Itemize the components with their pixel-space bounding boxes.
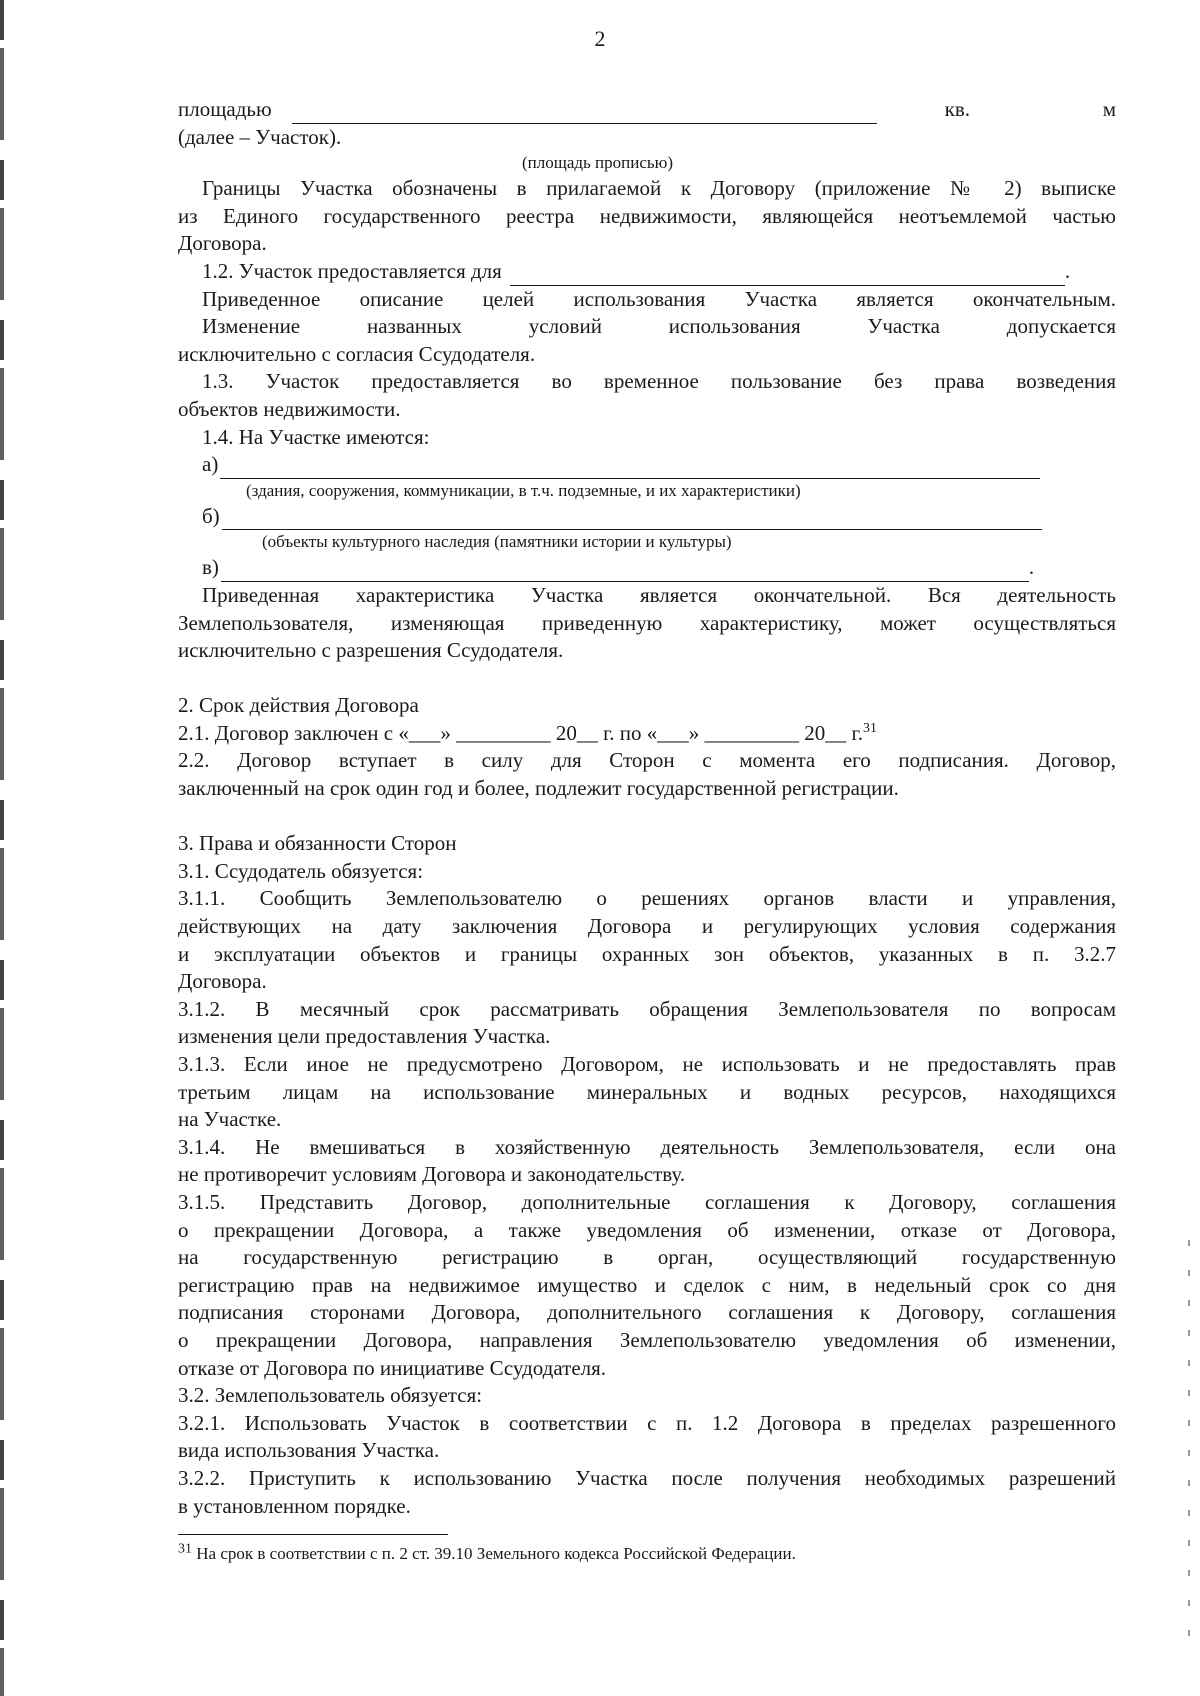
item-b-label: б) (202, 503, 220, 528)
p311-line-1: 3.1.1. Сообщить Землепользователю о решениях органов власти и управления, (178, 886, 1116, 911)
p313-line-3: на Участке. (178, 1107, 282, 1132)
item-c-blank (221, 563, 1029, 582)
p12-change-line-1: Изменение названных условий использования Участка допускается (202, 314, 1116, 339)
p313-line-2: третьим лицам на использование минеральных и водных ресурсов, находящихся (178, 1079, 1116, 1104)
p22-line-1: 2.2. Договор вступает в силу для Сторон с момента его подписания. Договор, (178, 748, 1116, 773)
p315-line-4: регистрацию прав на недвижимое имущество и сделок с ним, в недельный срок со дня (178, 1272, 1116, 1297)
item-a-hint: (здания, сооружения, коммуникации, в т.ч. подземные, и их характеристики) (246, 480, 801, 500)
p12-label: 1.2. Участок предоставляется для (202, 258, 502, 283)
footnote-mark: 31 (178, 1541, 192, 1557)
char-line-1: Приведенная характеристика Участка является окончательной. Вся деятельность (202, 582, 1116, 607)
p312-line-2: изменения цели предоставления Участка. (178, 1024, 551, 1049)
p315-line-1: 3.1.5. Представить Договор, дополнительные соглашения к Договору, соглашения (178, 1189, 1116, 1214)
footnote-divider (178, 1534, 448, 1535)
unit-kv: кв. (944, 97, 971, 121)
boundaries-line-1: Границы Участка обозначены в прилагаемой к Договору (приложение № 2) выписке (202, 176, 1116, 201)
section-2-heading: 2. Срок действия Договора (178, 693, 419, 718)
footnote (178, 1543, 1116, 1565)
p313-line-1: 3.1.3. Если иное не предусмотрено Договором, не использовать и не предоставлять прав (178, 1052, 1116, 1076)
item-c-label: в) (202, 555, 219, 580)
footnote-text: На срок в соответствии с п. 2 ст. 39.10 Земельного кодекса Российской Федерации. (196, 1544, 796, 1564)
p322-line-1: 3.2.2. Приступить к использованию Участка после получения необходимых разрешений (178, 1465, 1116, 1490)
p12-blank (510, 267, 1065, 286)
p21-text: 2.1. Договор заключен с «___» _________ 20__ г. по «___» _________ 20__ г. (178, 720, 864, 745)
p13-line-1: 1.3. Участок предоставляется во временное пользование без права возведения (202, 369, 1116, 394)
p312-line-1: 3.1.2. В месячный срок рассматривать обращения Землепользователя по вопросам (178, 996, 1116, 1021)
item-b-line (178, 503, 1116, 531)
scan-edge-artifact (0, 0, 4, 1696)
p314-line-1: 3.1.4. Не вмешиваться в хозяйственную деятельность Землепользователя, если она (178, 1134, 1116, 1159)
item-a-line (178, 451, 1116, 479)
boundaries-line-3: Договора. (178, 231, 267, 256)
item-b-hint: (объекты культурного наследия (памятники истории и культуры) (262, 532, 732, 552)
further-text: (далее – Участок). (178, 124, 342, 149)
p315-line-3: на государственную регистрацию в орган, осуществляющий государственную (178, 1245, 1116, 1270)
item-a-blank (220, 460, 1040, 479)
p13-line-2: объектов недвижимости. (178, 396, 401, 421)
unit-m: м (1102, 97, 1116, 121)
scan-edge-artifact-right (1188, 1240, 1190, 1660)
p14-heading: 1.4. На Участке имеются: (202, 424, 430, 449)
area-blank (292, 105, 877, 124)
section-3-heading: 3. Права и обязанности Сторон (178, 831, 457, 856)
item-a-label: а) (202, 452, 219, 477)
item-b-blank (222, 511, 1042, 530)
page-number: 2 (594, 26, 606, 51)
p321-line-2: вида использования Участка. (178, 1438, 440, 1463)
char-line-3: исключительно с разрешения Ссудодателя. (178, 638, 564, 663)
p314-line-2: не противоречит условиям Договора и законодательству. (178, 1162, 686, 1187)
p311-line-4: Договора. (178, 969, 267, 994)
area-hint: (площадь прописью) (522, 153, 673, 173)
p31-heading: 3.1. Ссудодатель обязуется: (178, 858, 424, 883)
p315-line-6: о прекращении Договора, направления Землепользователю уведомления об изменении, (178, 1327, 1116, 1352)
p315-line-7: отказе от Договора по инициативе Ссудодателя. (178, 1355, 607, 1380)
p321-line-1: 3.2.1. Использовать Участок в соответствии с п. 1.2 Договора в пределах разрешенного (178, 1410, 1116, 1435)
p22-line-2: заключенный на срок один год и более, подлежит государственной регистрации. (178, 776, 899, 801)
p12-change-line-2: исключительно с согласия Ссудодателя. (178, 341, 536, 366)
p311-line-3: и эксплуатации объектов и границы охранных зон объектов, указанных в п. 3.2.7 (178, 941, 1116, 966)
footnote-ref: 31 (863, 720, 878, 736)
item-c-line: в) . (178, 554, 1116, 582)
char-line-2: Землепользователя, изменяющая приведенную характеристику, может осуществляться (178, 610, 1116, 635)
p315-line-5: подписания сторонами Договора, дополнительного соглашения к Договору, соглашения (178, 1300, 1116, 1325)
p32-heading: 3.2. Землепользователь обязуется: (178, 1383, 483, 1408)
area-label: площадью (178, 97, 272, 121)
p21-line (178, 720, 1116, 748)
p12-line: 1.2. Участок предоставляется для . (178, 258, 1116, 286)
area-line (178, 96, 1116, 124)
p12-desc: Приведенное описание целей использования Участка является окончательным. (202, 286, 1116, 311)
p315-line-2: о прекращении Договора, а также уведомления об изменении, отказе от Договора, (178, 1217, 1116, 1242)
p311-line-2: действующих на дату заключения Договора и регулирующих условия содержания (178, 914, 1116, 939)
boundaries-line-2: из Единого государственного реестра недвижимости, являющейся неотъемлемой частью (178, 203, 1116, 228)
p322-line-2: в установленном порядке. (178, 1493, 411, 1518)
document-body (178, 96, 1116, 1565)
